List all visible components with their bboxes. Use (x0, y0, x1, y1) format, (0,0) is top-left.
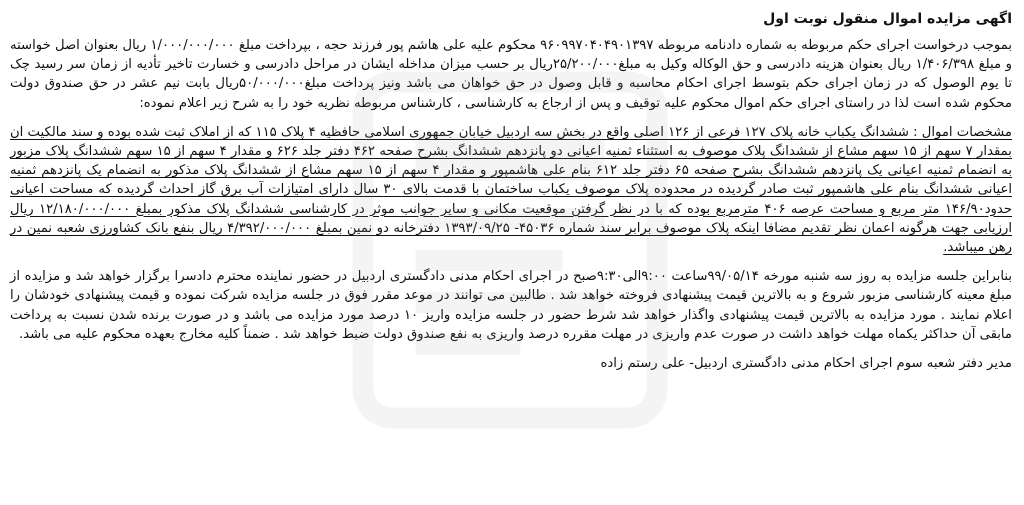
signature-line: مدیر دفتر شعبه سوم اجرای احکام مدنی دادگستری اردبیل- علی رستم زاده (600, 356, 1012, 372)
property-specs-paragraph: مشخصات اموال : ششدانگ یکباب خانه پلاک ۱۲۷ فرعی از ۱۲۶ اصلی واقع در بخش سه اردبیل خیابان جمهوری اسلامی حافظیه ۴ پلاک ۱۱۵ که از املاک ثبت شده بوده و سند مالکیت ان بمقدار ۷ سهم از ۱۵ سهم مشاع از ششدانگ پلاک موصوف به استثناء ثمنیه اعیانی دو پانزدهم ششدانگ بشرح صفحه ۴۶۲ دفتر جلد ۶۲۶ و مقدار ۴ سهم از ۱۵ سهم ششدانگ پلاک مزبور به انضمام ثمنیه اعیانی یک پانزدهم ششدانگ بشرح صفحه ۶۵ دفتر جلد ۶۱۲ بنام علی هاشمپور و مقدار ۴ سهم از ۱۵ سهم مشاع از ششدانگ پلاک مذکور به انضمام یک پانزدهم ثمنیه اعیانی ششدانگ بنام علی هاشمپور ثبت صادر گردیده در محدوده پلاک موصوف یکباب ساختمان با قدمت بالای ۳۰ سال دارای امتیازات آب برق گاز احداث گردیده که مساحت اعیانی حدود۱۴۶/۹۰ متر مربع و مساحت عرصه ۴۰۶ مترمربع بوده که با در نظر گرفتن موقعیت مکانی و سایر جوانب موثر در کارشناسی ششدانگ پلاک مذکور بمبلغ ۱۲/۱۸۰/۰۰۰/۰۰۰ ریال ارزیابی جهت هرگونه اعمان نظر تقدیم مضافا اینکه پلاک موصوف برابر سند شماره ۴۵۰۳۶- ۱۳۹۳/۰۹/۲۵ دفترخانه دو نمین بمبلغ ۴/۳۹۲/۰۰۰/۰۰۰ ریال بنفع بانک کشاورزی شعبه نمین در رهن میباشد. (10, 124, 1013, 256)
notice-title: اگهی مزایده اموال منقول نوبت اول (763, 11, 1012, 27)
auction-session-paragraph: بنابراین جلسه مزایده به روز سه شنبه مورخه ۹۹/۰۵/۱۴ساعت ۹:۰۰الی۹:۳۰صبح در اجرای احکام مدنی دادگستری اردبیل در حضور نماینده محترم دادسرا برگزار خواهد شد و مزایده از مبلغ معینه کارشناسی مزبور شروع و به بالاترین قیمت پیشنهادی فروخته خواهد شد . طالبین می توانند در موعد مقرر فوق در جلسه مزایده شرکت نموده و قیمت پیشنهادی خودشان را اعلام نمایند . مورد مزایده به بالاترین قیمت پیشنهادی واگذار خواهد شد شرط حضور در جلسه مزایده واریز ۱۰ درصد مورد مزایده می باشد و در صورت برنده شدن نسبت به پرداخت مابقی آن حداکثر یکماه مهلت خواهد داشت در صورت عدم واریزی در مهلت مقرره درصد واریزی به نفع صندوق دولت ضبط خواهد شد . ضمناً کلیه مخارج بعهده محکوم علیه می باشد. (10, 269, 1013, 342)
judgment-paragraph: بموجب درخواست اجرای حکم مربوطه به شماره دادنامه مربوطه ۹۶۰۹۹۷۰۴۰۴۹۰۱۳۹۷ محکوم علیه علی هاشم پور فرزند حجه ، بپرداخت مبلغ ۱/۰۰۰/۰۰۰/۰۰۰ ریال بعنوان اصل خواسته و مبلغ ۱/۴۰۶/۳۹۸ ریال بعنوان هزینه دادرسی و حق الوکاله وکیل به مبلغ۲۵/۲۰۰/۰۰۰ریال بر حسب میزان مداخله ایشان در مراحل دادرسی و خسارت تاخیر تأدیه از زمان سر رسید چک تا یوم الوصول که در زمان اجرای حکم بتوسط اجرای احکام محاسبه و قابل وصول در حق خواهان می باشد ونیز پرداخت مبلغ۵۰/۰۰۰/۰۰۰ریال بابت نیم عشر در حق صندوق دولت محکوم شده است لذا در راستای اجرای حکم اموال محکوم علیه توقیف و پس از ارجاع به کارشناسی ، کارشناس مربوطه نظریه خود را به شرح زیر اعلام نموده: (10, 38, 1012, 111)
